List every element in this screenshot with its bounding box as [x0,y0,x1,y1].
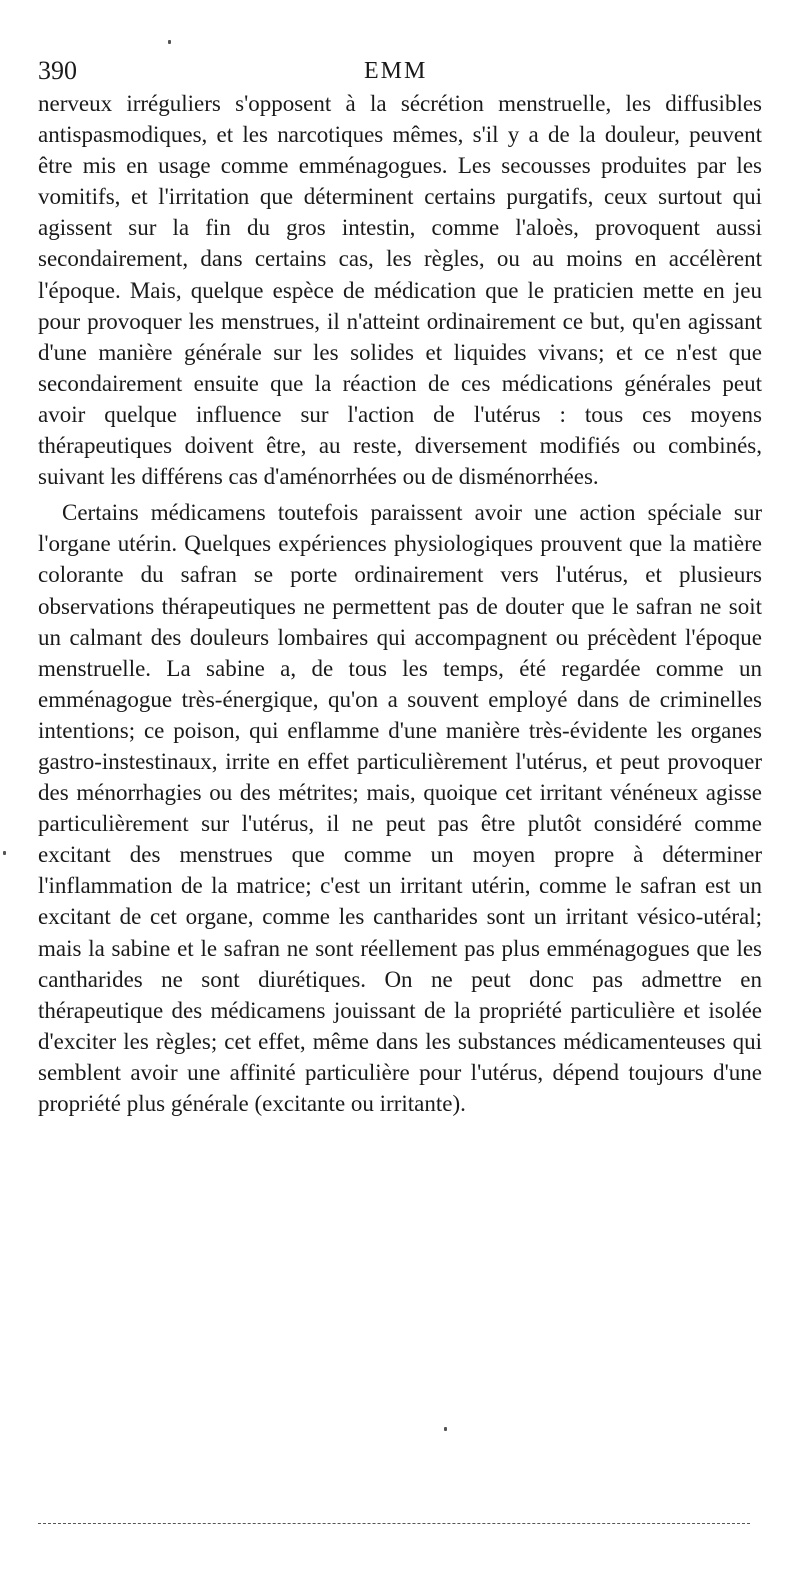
body-text [38,88,762,1119]
bottom-dashed-rule [38,1523,750,1524]
page-header [38,54,758,88]
print-speck [444,1427,447,1431]
print-speck [168,40,171,44]
running-head: EMM [364,58,428,84]
paragraph-continued: nerveux irréguliers s'opposent à la sécrétion menstruelle, les diffusibles antispasmodiques, et les narcotiques mêmes, s'il y a de la douleur, peuvent être mis en usage comme emménagogues. Les secousses produites par les vomitifs, et l'irritation que déterminent certains purgatifs, ceux surtout qui agissent sur la fin du gros intestin, comme l'aloès, provoquent aussi secondairement, dans certains cas, les règles, ou au moins en accélèrent l'époque. Mais, quelque espèce de médication que le praticien mette en jeu pour provoquer les menstrues, il n'atteint ordinairement ce but, qu'en agissant d'une manière générale sur les solides et liquides vivans; et ce n'est que secondairement ensuite que la réaction de ces médications générales peut avoir quelque influence sur l'action de l'utérus : tous ces moyens thérapeutiques doivent être, au reste, diversement modifiés ou combinés, suivant les différens cas d'aménorrhées ou de disménorrhées. [38,91,762,490]
print-speck [3,851,6,855]
page-number: 390 [38,56,77,85]
paragraph-specific-medicaments: Certains médicamens toutefois paraissent avoir une action spéciale sur l'organe utérin. Quelques expériences physiologiques prouvent que la matière colorante du safran se porte ordinairement vers l'utérus, et plusieurs observations thérapeutiques ne permettent pas de douter que le safran ne soit un calmant des douleurs lombaires qui accompagnent ou précèdent l'époque menstruelle. La sabine a, de tous les temps, été regardée comme un emménagogue très-énergique, qu'on a souvent employé dans de criminelles intentions; ce poison, qui enflamme d'une manière très-évidente les organes gastro-instestinaux, irrite en effet particulièrement l'utérus, et peut provoquer des ménorrhagies ou des métrites; mais, quoique cet irritant vénéneux agisse particulièrement sur l'utérus, il ne peut pas être plutôt considéré comme excitant des menstrues que comme un moyen propre à déterminer l'inflammation de la matrice; c'est un irritant utérin, comme le safran est un excitant de cet organe, comme les cantharides sont un irritant vésico-utéral; mais la sabine et le safran ne sont réellement pas plus emménagogues que les cantharides ne sont diurétiques. On ne peut donc pas admettre en thérapeutique des médicamens jouissant de la propriété particulière et isolée d'exciter les règles; cet effet, même dans les substances médicamenteuses qui semblent avoir une affinité particulière pour l'utérus, dépend toujours d'une propriété plus générale (excitante ou irritante). [38,500,762,1116]
